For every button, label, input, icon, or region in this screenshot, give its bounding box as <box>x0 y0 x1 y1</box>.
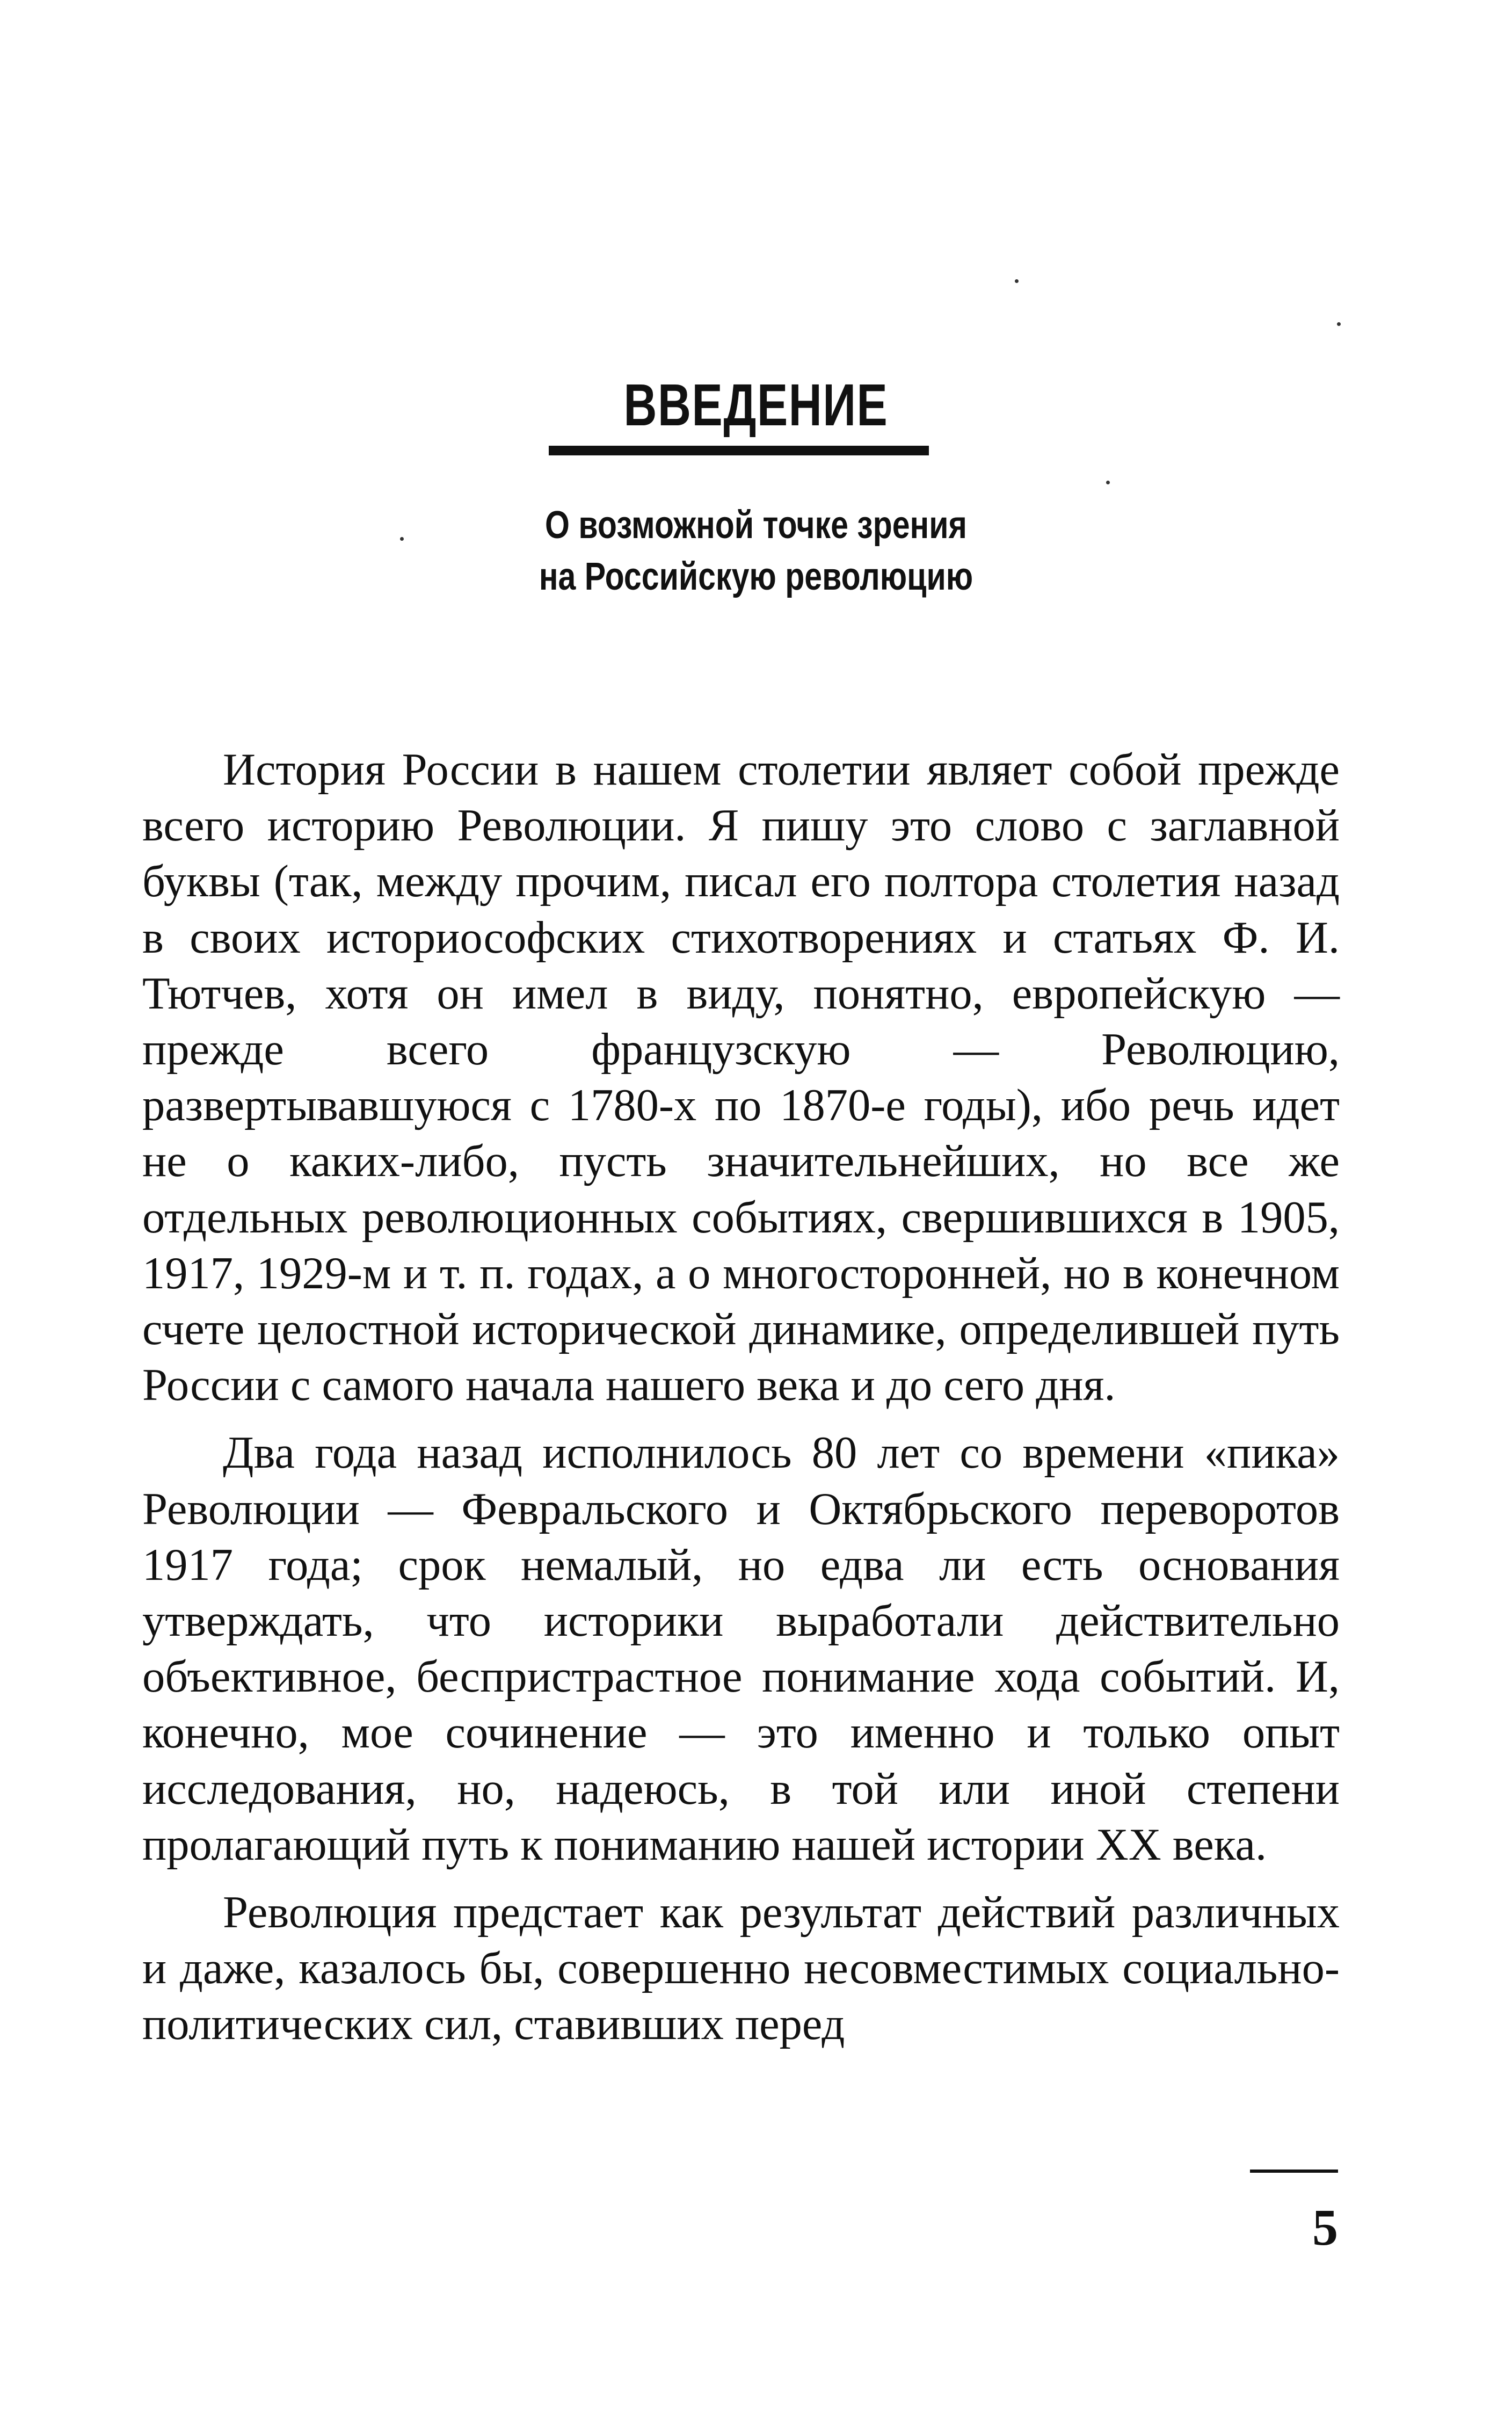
scan-speck <box>1015 279 1019 283</box>
scan-speck <box>400 537 404 541</box>
scan-speck <box>1106 481 1110 484</box>
paragraph-1: История России в нашем столетии являет собой прежде всего историю Революции. Я пишу это слово с заглавной буквы (так, между прочим, писал его полтора столетия назад в своих историософских стихотворениях и статьях Ф. И. Тютчев, хотя он имел в виду, понятно, европейскую — прежде всего французскую — Революцию, развертывавшуюся с 1780-х по 1870-е годы), ибо речь идет не о каких-либо, пусть значительнейших, но все же отдельных революционных событиях, свершившихся в 1905, 1917, 1929-м и т. п. годах, а о многосторонней, но в конечном счете целостной исторической динамике, определившей путь России с самого начала нашего века и до сего дня. <box>142 745 1340 1411</box>
title-underline <box>549 446 929 455</box>
scan-speck <box>1337 322 1341 326</box>
chapter-title: ВВЕДЕНИЕ <box>623 372 889 438</box>
subtitle-line-2: на Российскую революцию <box>539 555 973 598</box>
chapter-heading <box>0 372 1512 438</box>
paragraph-2: Два года назад исполнилось 80 лет со времени «пика» Революции — Февральского и Октябрьского переворотов 1917 года; срок немалый, но едва ли есть основания утверждать, что историки выработали действительно объективное, беспристрастное понимание хода событий. И, конечно, мое сочинение — это именно и только опыт исследования, но, надеюсь, в той или иной степени пролагающий путь к пониманию нашей истории XX века. <box>142 1428 1340 1870</box>
body-text <box>142 742 1340 2065</box>
page-number-rule <box>1250 2170 1338 2173</box>
chapter-subtitle <box>0 499 1512 603</box>
subtitle-line-1: О возможной точке зрения <box>545 504 967 547</box>
paragraph-3: Революция предстает как результат действий различных и даже, казалось бы, совершенно несовместимых социально-политических сил, ставивших перед <box>142 1888 1340 2050</box>
page-number: 5 <box>1312 2199 1338 2256</box>
